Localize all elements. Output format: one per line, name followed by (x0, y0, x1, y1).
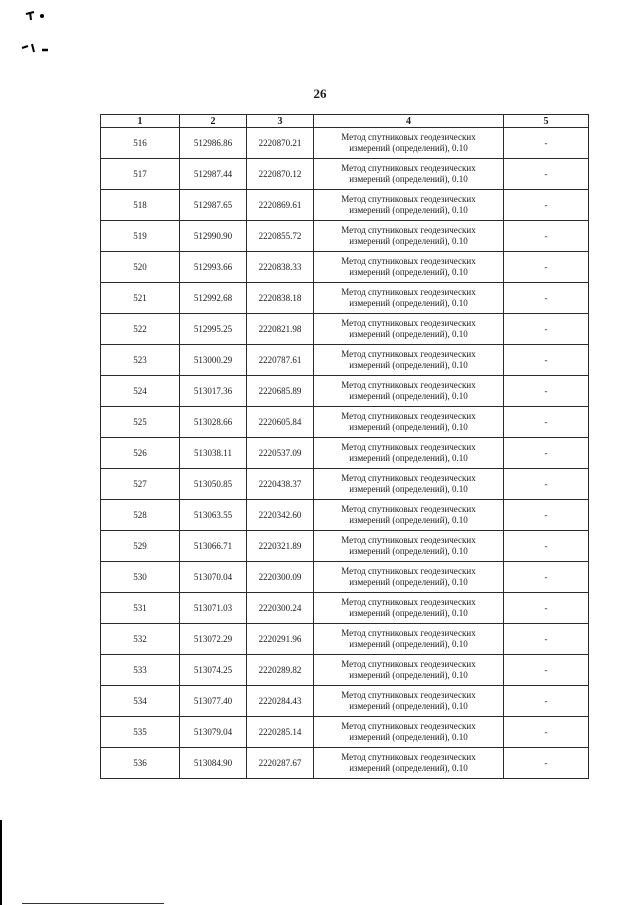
y-coordinate-cell: 2220438.37 (247, 469, 314, 500)
table-row (101, 531, 589, 562)
method-line: измерений (определений), 0.10 (349, 143, 468, 153)
method-line: Метод спутниковых геодезических (341, 659, 476, 669)
method-line: измерений (определений), 0.10 (349, 515, 468, 525)
method-cell (314, 128, 504, 159)
x-coordinate-cell: 512987.44 (180, 159, 247, 190)
method-line: Метод спутниковых геодезических (341, 194, 476, 204)
x-coordinate-cell: 513071.03 (180, 593, 247, 624)
method-line: измерений (определений), 0.10 (349, 732, 468, 742)
x-coordinate-cell: 513050.85 (180, 469, 247, 500)
point-number-cell: 533 (101, 655, 180, 686)
y-coordinate-cell: 2220870.12 (247, 159, 314, 190)
method-line: Метод спутниковых геодезических (341, 721, 476, 731)
scan-marks (18, 8, 58, 58)
note-cell: - (504, 655, 589, 686)
point-number-cell: 535 (101, 717, 180, 748)
table-row (101, 345, 589, 376)
method-line: измерений (определений), 0.10 (349, 236, 468, 246)
method-line: измерений (определений), 0.10 (349, 670, 468, 680)
column-header: 5 (504, 115, 589, 128)
table-row (101, 438, 589, 469)
column-header: 3 (247, 115, 314, 128)
point-number-cell: 532 (101, 624, 180, 655)
table-row (101, 655, 589, 686)
point-number-cell: 517 (101, 159, 180, 190)
point-number-cell: 528 (101, 500, 180, 531)
method-line: измерений (определений), 0.10 (349, 391, 468, 401)
method-line: измерений (определений), 0.10 (349, 267, 468, 277)
x-coordinate-cell: 512992.68 (180, 283, 247, 314)
method-cell (314, 159, 504, 190)
point-number-cell: 529 (101, 531, 180, 562)
method-line: Метод спутниковых геодезических (341, 597, 476, 607)
point-number-cell: 531 (101, 593, 180, 624)
method-line: измерений (определений), 0.10 (349, 701, 468, 711)
method-line: измерений (определений), 0.10 (349, 763, 468, 773)
note-cell: - (504, 221, 589, 252)
method-cell (314, 283, 504, 314)
table-row (101, 593, 589, 624)
method-line: измерений (определений), 0.10 (349, 205, 468, 215)
x-coordinate-cell: 513077.40 (180, 686, 247, 717)
method-line: измерений (определений), 0.10 (349, 577, 468, 587)
method-cell (314, 624, 504, 655)
y-coordinate-cell: 2220838.18 (247, 283, 314, 314)
table-row (101, 748, 589, 779)
method-line: измерений (определений), 0.10 (349, 639, 468, 649)
column-header: 2 (180, 115, 247, 128)
point-number-cell: 526 (101, 438, 180, 469)
x-coordinate-cell: 513038.11 (180, 438, 247, 469)
column-header: 4 (314, 115, 504, 128)
note-cell: - (504, 469, 589, 500)
method-line: измерений (определений), 0.10 (349, 546, 468, 556)
column-header: 1 (101, 115, 180, 128)
method-cell (314, 407, 504, 438)
y-coordinate-cell: 2220284.43 (247, 686, 314, 717)
x-coordinate-cell: 513000.29 (180, 345, 247, 376)
y-coordinate-cell: 2220285.14 (247, 717, 314, 748)
y-coordinate-cell: 2220870.21 (247, 128, 314, 159)
method-line: Метод спутниковых геодезических (341, 318, 476, 328)
coordinates-table (100, 114, 589, 779)
method-line: измерений (определений), 0.10 (349, 298, 468, 308)
y-coordinate-cell: 2220300.24 (247, 593, 314, 624)
method-cell (314, 531, 504, 562)
method-cell (314, 469, 504, 500)
footnote-rule (22, 903, 164, 904)
x-coordinate-cell: 513074.25 (180, 655, 247, 686)
method-line: Метод спутниковых геодезических (341, 690, 476, 700)
method-cell (314, 717, 504, 748)
x-coordinate-cell: 513079.04 (180, 717, 247, 748)
y-coordinate-cell: 2220838.33 (247, 252, 314, 283)
y-coordinate-cell: 2220605.84 (247, 407, 314, 438)
note-cell: - (504, 438, 589, 469)
note-cell: - (504, 376, 589, 407)
x-coordinate-cell: 513072.29 (180, 624, 247, 655)
point-number-cell: 524 (101, 376, 180, 407)
method-cell (314, 252, 504, 283)
note-cell: - (504, 159, 589, 190)
x-coordinate-cell: 512986.86 (180, 128, 247, 159)
table-row (101, 407, 589, 438)
x-coordinate-cell: 512987.65 (180, 190, 247, 221)
point-number-cell: 516 (101, 128, 180, 159)
method-line: измерений (определений), 0.10 (349, 360, 468, 370)
x-coordinate-cell: 512990.90 (180, 221, 247, 252)
method-cell (314, 686, 504, 717)
method-line: Метод спутниковых геодезических (341, 752, 476, 762)
x-coordinate-cell: 513028.66 (180, 407, 247, 438)
table-row (101, 128, 589, 159)
point-number-cell: 527 (101, 469, 180, 500)
method-cell (314, 748, 504, 779)
method-line: измерений (определений), 0.10 (349, 484, 468, 494)
table-row (101, 376, 589, 407)
method-cell (314, 221, 504, 252)
method-cell (314, 655, 504, 686)
table-row (101, 686, 589, 717)
point-number-cell: 530 (101, 562, 180, 593)
note-cell: - (504, 500, 589, 531)
point-number-cell: 519 (101, 221, 180, 252)
method-cell (314, 190, 504, 221)
table-row (101, 252, 589, 283)
table-row (101, 624, 589, 655)
method-line: Метод спутниковых геодезических (341, 380, 476, 390)
note-cell: - (504, 624, 589, 655)
table-row (101, 500, 589, 531)
method-line: Метод спутниковых геодезических (341, 535, 476, 545)
point-number-cell: 520 (101, 252, 180, 283)
x-coordinate-cell: 512995.25 (180, 314, 247, 345)
method-line: Метод спутниковых геодезических (341, 132, 476, 142)
note-cell: - (504, 283, 589, 314)
note-cell: - (504, 252, 589, 283)
table-row (101, 562, 589, 593)
table-row (101, 159, 589, 190)
method-line: Метод спутниковых геодезических (341, 411, 476, 421)
table-row (101, 221, 589, 252)
scan-edge-mark (0, 820, 2, 905)
method-cell (314, 376, 504, 407)
method-cell (314, 438, 504, 469)
y-coordinate-cell: 2220321.89 (247, 531, 314, 562)
method-line: измерений (определений), 0.10 (349, 329, 468, 339)
y-coordinate-cell: 2220855.72 (247, 221, 314, 252)
method-line: Метод спутниковых геодезических (341, 628, 476, 638)
method-line: измерений (определений), 0.10 (349, 174, 468, 184)
x-coordinate-cell: 513084.90 (180, 748, 247, 779)
method-line: Метод спутниковых геодезических (341, 349, 476, 359)
method-line: измерений (определений), 0.10 (349, 422, 468, 432)
y-coordinate-cell: 2220869.61 (247, 190, 314, 221)
note-cell: - (504, 190, 589, 221)
x-coordinate-cell: 513063.55 (180, 500, 247, 531)
method-cell (314, 593, 504, 624)
note-cell: - (504, 345, 589, 376)
table-row (101, 469, 589, 500)
page-number: 26 (313, 86, 327, 101)
table-row (101, 314, 589, 345)
point-number-cell: 522 (101, 314, 180, 345)
y-coordinate-cell: 2220537.09 (247, 438, 314, 469)
method-cell (314, 345, 504, 376)
method-line: измерений (определений), 0.10 (349, 453, 468, 463)
note-cell: - (504, 128, 589, 159)
method-line: Метод спутниковых геодезических (341, 566, 476, 576)
point-number-cell: 521 (101, 283, 180, 314)
note-cell: - (504, 562, 589, 593)
y-coordinate-cell: 2220300.09 (247, 562, 314, 593)
y-coordinate-cell: 2220821.98 (247, 314, 314, 345)
note-cell: - (504, 717, 589, 748)
point-number-cell: 525 (101, 407, 180, 438)
method-line: Метод спутниковых геодезических (341, 225, 476, 235)
method-line: Метод спутниковых геодезических (341, 473, 476, 483)
x-coordinate-cell: 513017.36 (180, 376, 247, 407)
method-line: Метод спутниковых геодезических (341, 287, 476, 297)
method-line: Метод спутниковых геодезических (341, 442, 476, 452)
x-coordinate-cell: 512993.66 (180, 252, 247, 283)
y-coordinate-cell: 2220685.89 (247, 376, 314, 407)
x-coordinate-cell: 513070.04 (180, 562, 247, 593)
table-row (101, 190, 589, 221)
method-cell (314, 314, 504, 345)
method-cell (314, 562, 504, 593)
note-cell: - (504, 686, 589, 717)
y-coordinate-cell: 2220787.61 (247, 345, 314, 376)
note-cell: - (504, 407, 589, 438)
method-line: Метод спутниковых геодезических (341, 256, 476, 266)
x-coordinate-cell: 513066.71 (180, 531, 247, 562)
table-header-row (101, 115, 589, 128)
point-number-cell: 518 (101, 190, 180, 221)
point-number-cell: 523 (101, 345, 180, 376)
method-line: Метод спутниковых геодезических (341, 163, 476, 173)
y-coordinate-cell: 2220291.96 (247, 624, 314, 655)
y-coordinate-cell: 2220287.67 (247, 748, 314, 779)
note-cell: - (504, 531, 589, 562)
point-number-cell: 534 (101, 686, 180, 717)
note-cell: - (504, 748, 589, 779)
table-row (101, 283, 589, 314)
method-line: Метод спутниковых геодезических (341, 504, 476, 514)
note-cell: - (504, 314, 589, 345)
y-coordinate-cell: 2220289.82 (247, 655, 314, 686)
method-line: измерений (определений), 0.10 (349, 608, 468, 618)
table-row (101, 717, 589, 748)
note-cell: - (504, 593, 589, 624)
point-number-cell: 536 (101, 748, 180, 779)
y-coordinate-cell: 2220342.60 (247, 500, 314, 531)
method-cell (314, 500, 504, 531)
